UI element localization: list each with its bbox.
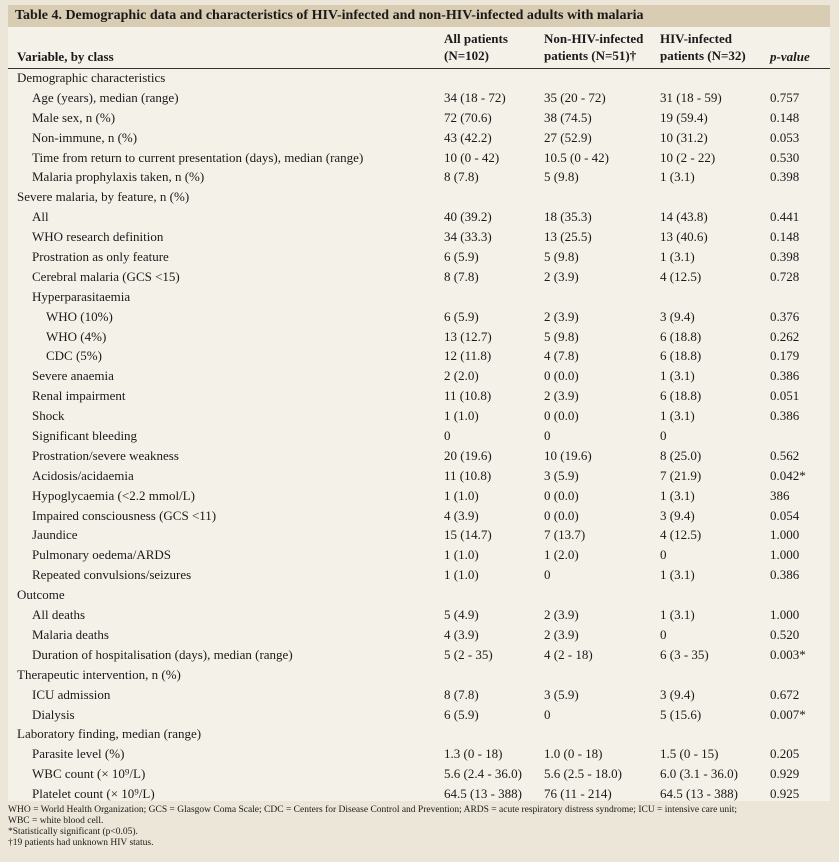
row-label: Shock xyxy=(32,408,65,424)
cell-all-patients: 1 (1.0) xyxy=(444,487,479,503)
table-row xyxy=(8,605,830,625)
table-row xyxy=(8,625,830,645)
cell-pvalue: 0.042* xyxy=(770,467,806,483)
cell-hiv: 10 (2 - 22) xyxy=(660,149,716,165)
cell-all-patients: 1 (1.0) xyxy=(444,567,479,583)
cell-pvalue: 0.205 xyxy=(770,746,800,762)
cell-hiv: 1 (3.1) xyxy=(660,567,695,583)
table-row xyxy=(8,386,830,406)
cell-pvalue: 0.148 xyxy=(770,109,800,125)
row-label: WHO (10%) xyxy=(46,308,113,324)
row-label: Jaundice xyxy=(32,527,78,543)
cell-pvalue: 0.441 xyxy=(770,209,800,225)
table-row xyxy=(8,724,830,744)
cell-all-patients: 1.3 (0 - 18) xyxy=(444,746,503,762)
table-row xyxy=(8,744,830,764)
row-label: Duration of hospitalisation (days), median (range) xyxy=(32,646,293,662)
cell-non-hiv: 27 (52.9) xyxy=(544,129,592,145)
row-label: Cerebral malaria (GCS <15) xyxy=(32,268,180,284)
cell-all-patients: 40 (39.2) xyxy=(444,209,492,225)
cell-all-patients: 8 (7.8) xyxy=(444,686,479,702)
table-row xyxy=(8,565,830,585)
cell-non-hiv: 0 (0.0) xyxy=(544,487,579,503)
cell-non-hiv: 4 (2 - 18) xyxy=(544,646,593,662)
table-row xyxy=(8,545,830,565)
cell-all-patients: 13 (12.7) xyxy=(444,328,492,344)
cell-all-patients: 8 (7.8) xyxy=(444,169,479,185)
row-label: Malaria deaths xyxy=(32,626,109,642)
row-label: CDC (5%) xyxy=(46,348,102,364)
cell-pvalue: 0.386 xyxy=(770,567,800,583)
cell-hiv: 6 (18.8) xyxy=(660,328,702,344)
cell-pvalue: 0.398 xyxy=(770,249,800,265)
cell-non-hiv: 0 (0.0) xyxy=(544,507,579,523)
cell-all-patients: 11 (10.8) xyxy=(444,388,492,404)
table-row xyxy=(8,68,830,88)
cell-non-hiv: 0 xyxy=(544,567,551,583)
table-row xyxy=(8,128,830,148)
row-label: Repeated convulsions/seizures xyxy=(32,567,192,583)
table-row xyxy=(8,466,830,486)
table-row xyxy=(8,366,830,386)
cell-non-hiv: 5 (9.8) xyxy=(544,328,579,344)
cell-hiv: 1 (3.1) xyxy=(660,408,695,424)
row-label: Hypoglycaemia (<2.2 mmol/L) xyxy=(32,487,195,503)
cell-hiv: 1 (3.1) xyxy=(660,249,695,265)
table-row xyxy=(8,764,830,784)
cell-hiv: 64.5 (13 - 388) xyxy=(660,786,738,802)
cell-pvalue: 1.000 xyxy=(770,547,800,563)
row-label: Dialysis xyxy=(32,706,75,722)
cell-non-hiv: 2 (3.9) xyxy=(544,308,579,324)
cell-all-patients: 2 (2.0) xyxy=(444,368,479,384)
cell-hiv: 6.0 (3.1 - 36.0) xyxy=(660,766,738,782)
table-row xyxy=(8,247,830,267)
cell-pvalue: 386 xyxy=(770,487,790,503)
cell-all-patients: 4 (3.9) xyxy=(444,626,479,642)
cell-all-patients: 5 (2 - 35) xyxy=(444,646,493,662)
cell-hiv: 1.5 (0 - 15) xyxy=(660,746,719,762)
row-label: Male sex, n (%) xyxy=(32,109,116,125)
cell-non-hiv: 10 (19.6) xyxy=(544,447,592,463)
row-label: Impaired consciousness (GCS <11) xyxy=(32,507,217,523)
row-label: Severe anaemia xyxy=(32,368,114,384)
table-row xyxy=(8,446,830,466)
cell-all-patients: 34 (18 - 72) xyxy=(444,89,506,105)
cell-hiv: 0 xyxy=(660,428,667,444)
cell-non-hiv: 0 xyxy=(544,706,551,722)
row-label: Prostration/severe weakness xyxy=(32,447,179,463)
cell-pvalue: 0.520 xyxy=(770,626,800,642)
row-label: All xyxy=(32,209,49,225)
cell-non-hiv: 3 (5.9) xyxy=(544,467,579,483)
table-header xyxy=(8,27,830,69)
cell-pvalue: 0.051 xyxy=(770,388,800,404)
cell-pvalue: 0.054 xyxy=(770,507,800,523)
cell-hiv: 1 (3.1) xyxy=(660,487,695,503)
table-row xyxy=(8,784,830,804)
table-row xyxy=(8,685,830,705)
cell-pvalue: 0.757 xyxy=(770,89,800,105)
cell-non-hiv: 5 (9.8) xyxy=(544,169,579,185)
footnote: *Statistically significant (p<0.05). xyxy=(8,827,138,837)
table-row xyxy=(8,506,830,526)
row-label: WHO research definition xyxy=(32,229,164,245)
cell-non-hiv: 35 (20 - 72) xyxy=(544,89,606,105)
cell-all-patients: 15 (14.7) xyxy=(444,527,492,543)
row-label: ICU admission xyxy=(32,686,111,702)
table-row xyxy=(8,665,830,685)
cell-pvalue: 0.728 xyxy=(770,268,800,284)
table-row xyxy=(8,406,830,426)
cell-all-patients: 34 (33.3) xyxy=(444,229,492,245)
cell-non-hiv: 0 (0.0) xyxy=(544,368,579,384)
table-row xyxy=(8,327,830,347)
cell-pvalue: 0.530 xyxy=(770,149,800,165)
cell-pvalue: 0.007* xyxy=(770,706,806,722)
cell-pvalue: 0.672 xyxy=(770,686,800,702)
cell-all-patients: 8 (7.8) xyxy=(444,268,479,284)
footnote: WHO = World Health Organization; GCS = Glasgow Coma Scale; CDC = Centers for Disease Control and Prevention; ARDS = acute respiratory distress syndrome; ICU = intensive care unit; xyxy=(8,805,738,815)
table-row xyxy=(8,426,830,446)
table-row xyxy=(8,705,830,725)
table-row xyxy=(8,207,830,227)
table-row xyxy=(8,148,830,168)
cell-hiv: 3 (9.4) xyxy=(660,507,695,523)
cell-pvalue: 1.000 xyxy=(770,527,800,543)
cell-pvalue: 0.262 xyxy=(770,328,800,344)
row-label: Pulmonary oedema/ARDS xyxy=(32,547,172,563)
cell-pvalue: 0.053 xyxy=(770,129,800,145)
cell-pvalue: 0.376 xyxy=(770,308,800,324)
header-variable: Variable, by class xyxy=(17,49,114,64)
cell-pvalue: 0.925 xyxy=(770,786,800,802)
row-label: WBC count (× 10⁹/L) xyxy=(32,766,146,782)
cell-non-hiv: 10.5 (0 - 42) xyxy=(544,149,609,165)
cell-non-hiv: 2 (3.9) xyxy=(544,268,579,284)
row-label: Outcome xyxy=(17,587,65,603)
cell-non-hiv: 7 (13.7) xyxy=(544,527,586,543)
table-title: Table 4. Demographic data and characteristics of HIV-infected and non-HIV-infected adults with malaria xyxy=(8,5,830,27)
cell-hiv: 4 (12.5) xyxy=(660,527,702,543)
cell-all-patients: 20 (19.6) xyxy=(444,447,492,463)
cell-non-hiv: 2 (3.9) xyxy=(544,626,579,642)
cell-all-patients: 11 (10.8) xyxy=(444,467,492,483)
cell-all-patients: 43 (42.2) xyxy=(444,129,492,145)
header-pvalue: p-value xyxy=(770,49,810,64)
table-row xyxy=(8,267,830,287)
cell-non-hiv: 0 xyxy=(544,428,551,444)
cell-non-hiv: 1 (2.0) xyxy=(544,547,579,563)
cell-hiv: 1 (3.1) xyxy=(660,169,695,185)
table-body xyxy=(8,68,830,804)
cell-pvalue: 0.562 xyxy=(770,447,800,463)
cell-hiv: 13 (40.6) xyxy=(660,229,708,245)
cell-all-patients: 6 (5.9) xyxy=(444,249,479,265)
cell-non-hiv: 1.0 (0 - 18) xyxy=(544,746,603,762)
cell-hiv: 8 (25.0) xyxy=(660,447,702,463)
row-label: All deaths xyxy=(32,607,86,623)
row-label: Severe malaria, by feature, n (%) xyxy=(17,189,190,205)
cell-pvalue: 0.003* xyxy=(770,646,806,662)
table-row xyxy=(8,187,830,207)
cell-pvalue: 0.179 xyxy=(770,348,800,364)
cell-hiv: 31 (18 - 59) xyxy=(660,89,722,105)
cell-non-hiv: 5.6 (2.5 - 18.0) xyxy=(544,766,622,782)
cell-non-hiv: 2 (3.9) xyxy=(544,607,579,623)
cell-non-hiv: 38 (74.5) xyxy=(544,109,592,125)
table-row xyxy=(8,108,830,128)
cell-hiv: 19 (59.4) xyxy=(660,109,708,125)
row-label: Renal impairment xyxy=(32,388,126,404)
row-label: Age (years), median (range) xyxy=(32,89,179,105)
cell-hiv: 0 xyxy=(660,547,667,563)
cell-hiv: 0 xyxy=(660,626,667,642)
cell-hiv: 6 (18.8) xyxy=(660,348,702,364)
cell-all-patients: 1 (1.0) xyxy=(444,408,479,424)
table-panel xyxy=(8,27,830,801)
row-label: Non-immune, n (%) xyxy=(32,129,138,145)
footnote: WBC = white blood cell. xyxy=(8,816,104,826)
cell-hiv: 5 (15.6) xyxy=(660,706,702,722)
cell-pvalue: 0.386 xyxy=(770,408,800,424)
cell-non-hiv: 13 (25.5) xyxy=(544,229,592,245)
cell-pvalue: 0.929 xyxy=(770,766,800,782)
table-row xyxy=(8,287,830,307)
header-all-patients: All patients (N=102) xyxy=(444,31,508,63)
cell-all-patients: 1 (1.0) xyxy=(444,547,479,563)
row-label: Acidosis/acidaemia xyxy=(32,467,134,483)
table-row xyxy=(8,486,830,506)
cell-non-hiv: 5 (9.8) xyxy=(544,249,579,265)
table-row xyxy=(8,346,830,366)
cell-hiv: 3 (9.4) xyxy=(660,308,695,324)
row-label: Hyperparasitaemia xyxy=(32,288,131,304)
cell-pvalue: 1.000 xyxy=(770,607,800,623)
cell-all-patients: 12 (11.8) xyxy=(444,348,492,364)
cell-non-hiv: 76 (11 - 214) xyxy=(544,786,612,802)
table-footnotes xyxy=(8,805,830,849)
cell-hiv: 14 (43.8) xyxy=(660,209,708,225)
cell-all-patients: 6 (5.9) xyxy=(444,706,479,722)
cell-hiv: 6 (3 - 35) xyxy=(660,646,709,662)
cell-hiv: 10 (31.2) xyxy=(660,129,708,145)
cell-all-patients: 6 (5.9) xyxy=(444,308,479,324)
row-label: Demographic characteristics xyxy=(17,70,166,85)
cell-pvalue: 0.148 xyxy=(770,229,800,245)
cell-all-patients: 5.6 (2.4 - 36.0) xyxy=(444,766,522,782)
table-row xyxy=(8,307,830,327)
cell-non-hiv: 4 (7.8) xyxy=(544,348,579,364)
cell-hiv: 1 (3.1) xyxy=(660,607,695,623)
cell-non-hiv: 0 (0.0) xyxy=(544,408,579,424)
cell-all-patients: 4 (3.9) xyxy=(444,507,479,523)
cell-non-hiv: 18 (35.3) xyxy=(544,209,592,225)
cell-hiv: 3 (9.4) xyxy=(660,686,695,702)
cell-hiv: 7 (21.9) xyxy=(660,467,702,483)
row-label: WHO (4%) xyxy=(46,328,107,344)
cell-all-patients: 72 (70.6) xyxy=(444,109,492,125)
row-label: Time from return to current presentation (days), median (range) xyxy=(32,149,364,165)
cell-hiv: 1 (3.1) xyxy=(660,368,695,384)
row-label: Therapeutic intervention, n (%) xyxy=(17,666,181,682)
table-row xyxy=(8,585,830,605)
row-label: Malaria prophylaxis taken, n (%) xyxy=(32,169,205,185)
table-row xyxy=(8,88,830,108)
table-row xyxy=(8,167,830,187)
header-non-hiv: Non-HIV-infected patients (N=51)† xyxy=(544,31,644,63)
header-hiv: HIV-infected patients (N=32) xyxy=(660,31,746,63)
cell-pvalue: 0.398 xyxy=(770,169,800,185)
row-label: Parasite level (%) xyxy=(32,746,125,762)
table-row xyxy=(8,525,830,545)
cell-non-hiv: 2 (3.9) xyxy=(544,388,579,404)
table-row xyxy=(8,227,830,247)
cell-hiv: 4 (12.5) xyxy=(660,268,702,284)
cell-hiv: 6 (18.8) xyxy=(660,388,702,404)
cell-all-patients: 0 xyxy=(444,428,451,444)
row-label: Laboratory finding, median (range) xyxy=(17,726,202,742)
table-row xyxy=(8,645,830,665)
row-label: Significant bleeding xyxy=(32,428,138,444)
cell-all-patients: 5 (4.9) xyxy=(444,607,479,623)
row-label: Platelet count (× 10⁹/L) xyxy=(32,786,155,802)
cell-all-patients: 64.5 (13 - 388) xyxy=(444,786,522,802)
cell-pvalue: 0.386 xyxy=(770,368,800,384)
cell-non-hiv: 3 (5.9) xyxy=(544,686,579,702)
footnote: †19 patients had unknown HIV status. xyxy=(8,838,154,848)
row-label: Prostration as only feature xyxy=(32,249,169,265)
cell-all-patients: 10 (0 - 42) xyxy=(444,149,500,165)
